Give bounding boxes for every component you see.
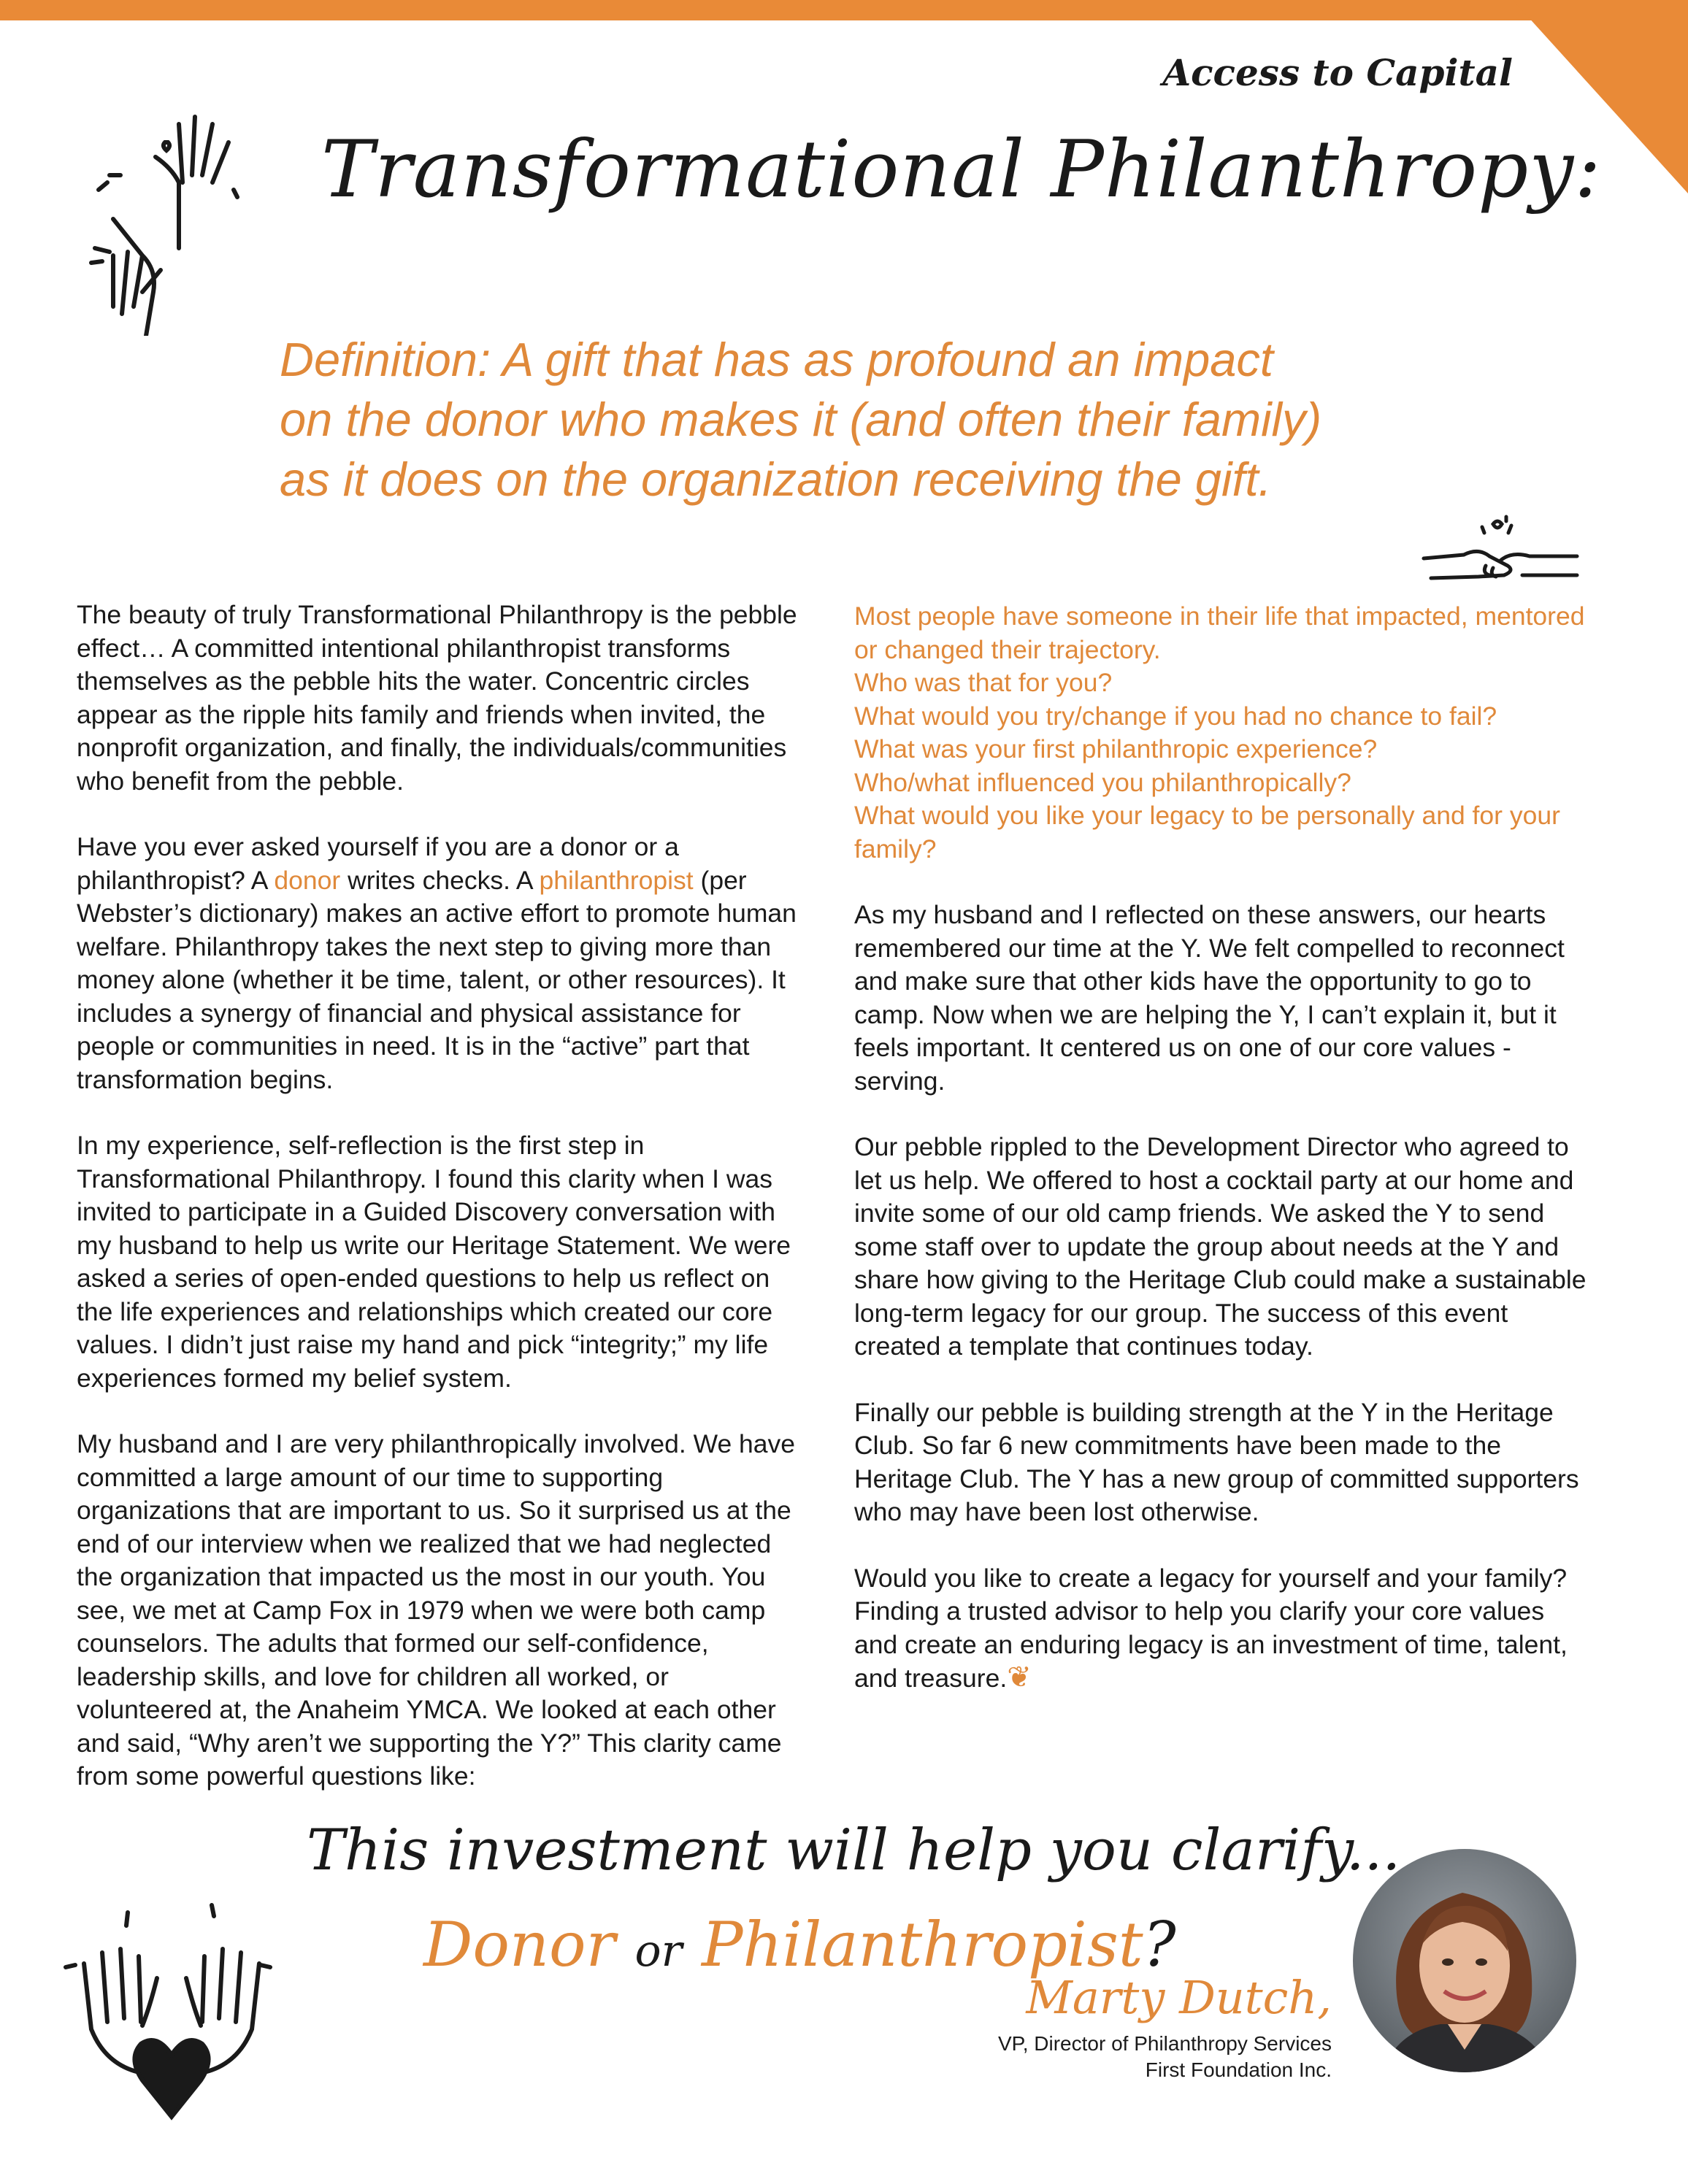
donor-word: Donor	[423, 1909, 615, 1980]
question-mark: ?	[1143, 1909, 1176, 1980]
question-item: What would you like your legacy to be personally and for your family?	[854, 801, 1560, 864]
paragraph-text: Have you ever asked yourself if you are a donor or a philanthropist? A	[77, 832, 679, 895]
fleuron-icon: ❦	[1007, 1661, 1032, 1693]
question-item: Who/what influenced you philanthropically?	[854, 767, 1351, 797]
paragraph-text: Would you like to create a legacy for yourself and your family? Finding a trusted advisor to help you clarify your core values and create an enduring legacy is an investment of time, talent, and treasure.	[854, 1563, 1568, 1693]
left-column	[77, 599, 807, 1826]
definition-line: on the donor who makes it (and often their family)	[280, 393, 1322, 446]
philanthropist-term: philanthropist	[539, 865, 694, 895]
paragraph: Our pebble rippled to the Development Director who agreed to let us help. We offered to host a cocktail party at our home and invite some of our old camp friends. We asked the Y to send some staff over to update the group about needs at the Y and share how giving to the Heritage Club could make a sustainable long-term legacy for our group. The success of this event created a template that continues today.	[854, 1132, 1587, 1361]
paragraph: My husband and I are very philanthropically involved. We have committed a large amount of our time to supporting organizations that are important to us. So it surprised us at the end of our interview when we realized that we had neglected the organization that impacted us the most in our youth. You see, we met at Camp Fox in 1979 when we were both camp counselors. The adults that formed our self-confidence, leadership skills, and love for children all worked, or volunteered at, the Anaheim YMCA. We looked at each other and said, “Why aren’t we supporting the Y?” This clarity came from some powerful questions like:	[77, 1429, 796, 1791]
section-tag: Access to Capital	[1162, 51, 1513, 94]
paragraph	[854, 1562, 1592, 1696]
hands-reaching-icon	[69, 73, 245, 336]
paragraph: Finally our pebble is building strength at the Y in the Heritage Club. So far 6 new commitments have been made to the Heritage Club. The Y has a new group of committed supporters who may have been lost otherwise.	[854, 1397, 1579, 1526]
closing-tagline: This investment will help you clarify...	[307, 1818, 1401, 1883]
portrait-photo	[1353, 1849, 1576, 2072]
signature-name: Marty Dutch,	[1026, 1971, 1332, 2024]
page-title: Transformational Philanthropy:	[321, 124, 1602, 215]
question-item: Most people have someone in their life that impacted, mentored or changed their trajectory.	[854, 601, 1585, 664]
question-item: Who was that for you?	[854, 668, 1113, 697]
signature-company: First Foundation Inc.	[1145, 2058, 1332, 2081]
right-column	[854, 600, 1592, 1729]
paragraph	[77, 831, 807, 1096]
donor-or-philanthropist	[423, 1909, 1176, 1980]
question-list	[854, 600, 1592, 866]
signature-title	[998, 2031, 1332, 2083]
philanthropist-word: Philanthropist	[701, 1909, 1143, 1980]
signature-role: VP, Director of Philanthropy Services	[997, 2032, 1332, 2055]
hands-heart-icon	[62, 1898, 281, 2139]
definition-line: Definition: A gift that has as profound an impact	[280, 333, 1273, 386]
question-item: What would you try/change if you had no chance to fail?	[854, 701, 1497, 731]
top-accent-bar	[0, 0, 1688, 20]
paragraph-text: writes checks. A	[340, 865, 540, 895]
or-word: or	[634, 1926, 683, 1977]
paragraph-text: (per Webster’s dictionary) makes an active effort to promote human welfare. Philanthropy takes the next step to giving more than money alone (whether it be time, talent, or other resources). It includes a synergy of financial and physical assistance for people or communities in need. It is in the “active” part that transformation begins.	[77, 865, 797, 1094]
donor-term: donor	[274, 865, 341, 895]
handshake-icon	[1420, 511, 1581, 599]
definition-block	[280, 330, 1419, 510]
paragraph: In my experience, self-reflection is the first step in Transformational Philanthropy. I found this clarity when I was invited to participate in a Guided Discovery conversation with my husband to help us write our Heritage Statement. We were asked a series of open-ended questions to help us reflect on the life experiences and relationships which created our core values. I didn’t just raise my hand and pick “integrity;” my life experiences formed my belief system.	[77, 1131, 791, 1393]
question-item: What was your first philanthropic experience?	[854, 734, 1378, 764]
paragraph: As my husband and I reflected on these answers, our hearts remembered our time at the Y. We felt compelled to reconnect and make sure that other kids have the opportunity to go to camp. Now when we are helping the Y, I can’t explain it, but it feels important. It centered us on one of our core values - serving.	[854, 900, 1565, 1096]
paragraph: The beauty of truly Transformational Philanthropy is the pebble effect… A committed intentional philanthropist transforms themselves as the pebble hits the water. Concentric circles appear as the ripple hits family and friends when invited, the nonprofit organization, and finally, the individuals/communities who benefit from the pebble.	[77, 600, 797, 796]
definition-line: as it does on the organization receiving the gift.	[280, 453, 1272, 506]
